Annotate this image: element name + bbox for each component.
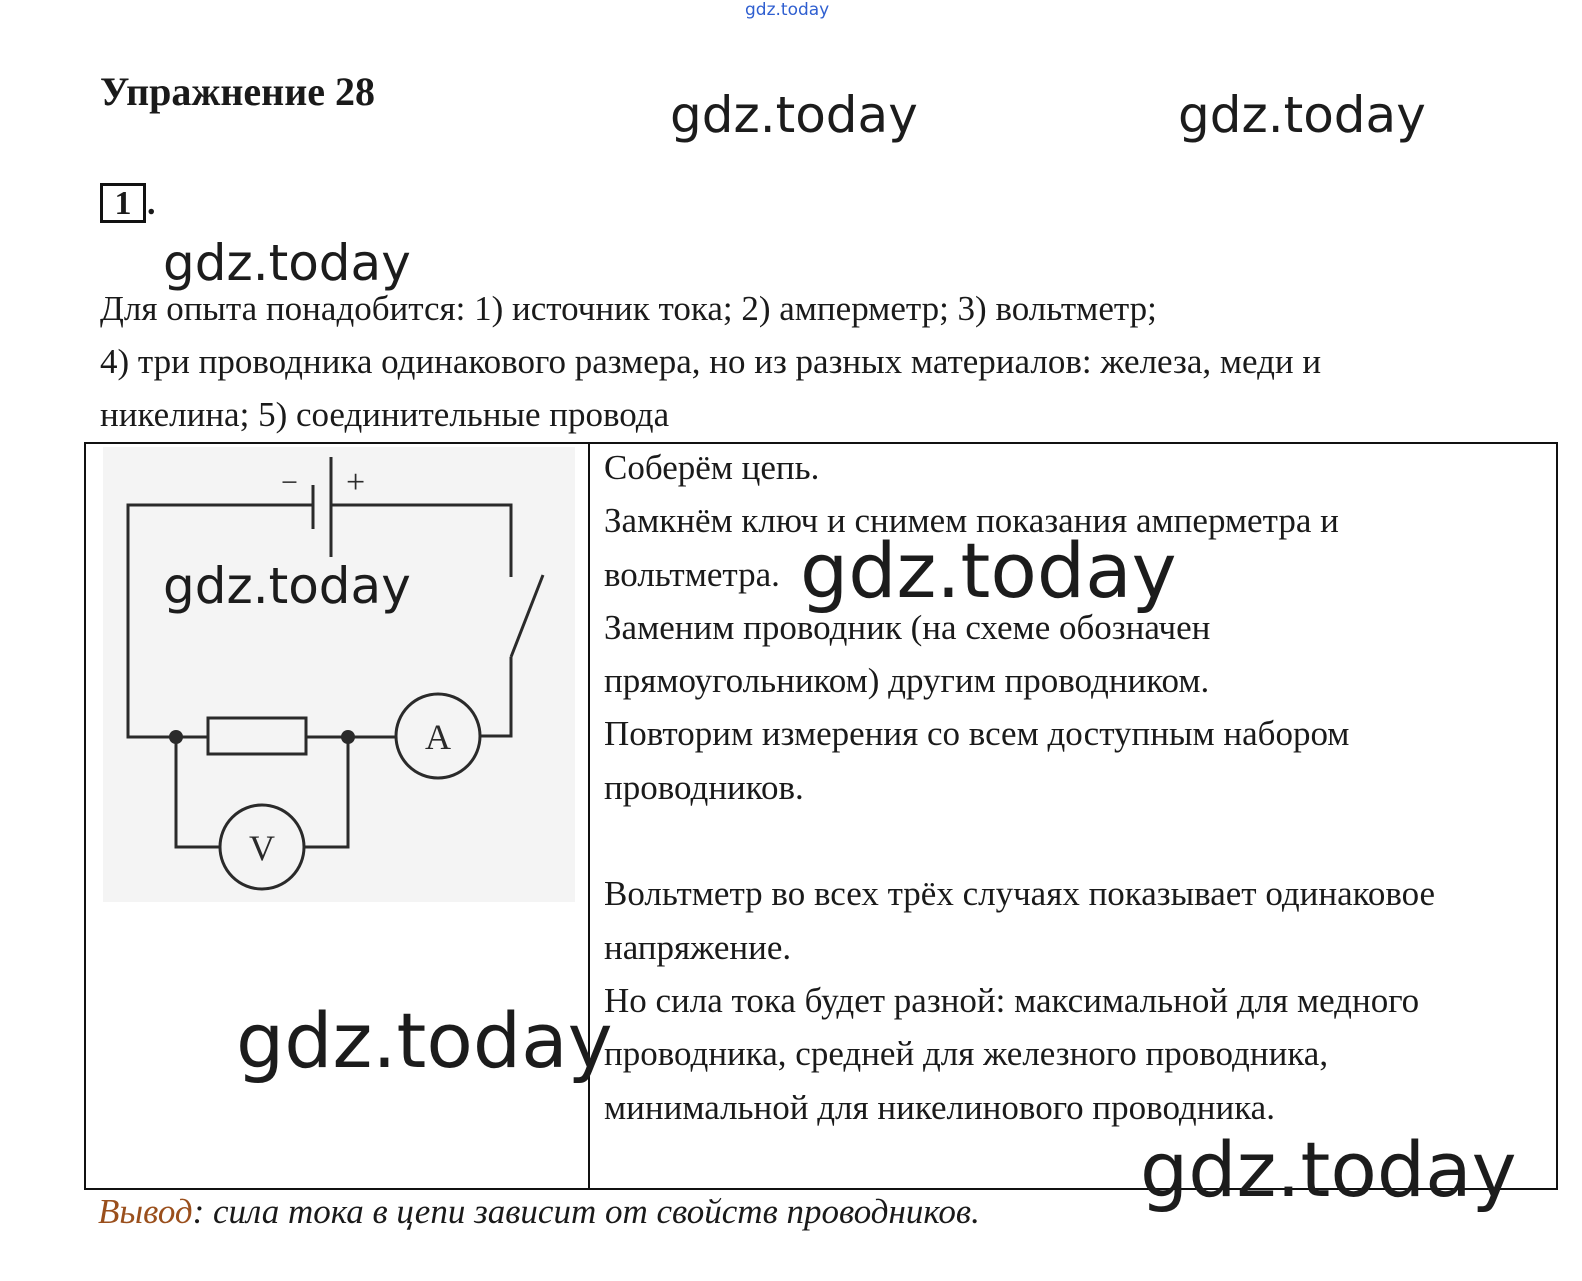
intro-paragraph — [100, 282, 1540, 441]
procedure-line: проводников. — [604, 767, 804, 807]
result-line: Но сила тока будет разной: максимальной для медного — [604, 980, 1420, 1020]
task-number-dot: . — [147, 185, 156, 222]
procedure-blank-line — [604, 814, 1549, 867]
exercise-title: Упражнение 28 — [100, 69, 376, 114]
result-line: проводника, средней для железного проводника, — [604, 1034, 1329, 1074]
battery-minus-label: − — [281, 466, 298, 499]
watermark: gdz.today — [800, 526, 1177, 615]
intro-line: Для опыта понадобится: 1) источник тока; 2) амперметр; 3) вольтметр; — [100, 289, 1157, 328]
watermark: gdz.today — [236, 996, 613, 1085]
procedure-line: Повторим измерения со всем доступным набором — [604, 714, 1350, 754]
wire-top-left — [128, 505, 313, 737]
result-line: минимальной для никелинового проводника. — [604, 1087, 1275, 1127]
conclusion-label: Вывод — [98, 1192, 193, 1231]
node-left — [169, 730, 183, 744]
watermark: gdz.today — [163, 557, 411, 615]
conclusion-text: : сила тока в цепи зависит от свойств проводников. — [192, 1192, 980, 1231]
procedure-line: Заменим проводник (на схеме обозначен — [604, 607, 1211, 647]
procedure-line: Соберём цепь. — [604, 448, 820, 487]
intro-line: 4) три проводника одинакового размера, но из разных материалов: железа, меди и — [100, 342, 1322, 381]
procedure-line: Замкнём ключ и снимем показания амперметра и — [604, 501, 1339, 541]
watermark: gdz.today — [163, 234, 411, 292]
conclusion — [98, 1192, 980, 1232]
procedure-line: вольтметра. — [604, 554, 780, 594]
intro-line: никелина; 5) соединительные провода — [100, 395, 670, 434]
battery-plus-label: + — [346, 464, 366, 501]
resistor — [208, 718, 306, 754]
result-line: напряжение. — [604, 927, 792, 967]
voltmeter-label: V — [249, 828, 275, 868]
watermark: gdz.today — [1178, 86, 1426, 144]
node-right — [341, 730, 355, 744]
procedure-line: прямоугольником) другим проводником. — [604, 661, 1210, 701]
switch-blade — [511, 575, 543, 657]
watermark: gdz.today — [670, 86, 918, 144]
watermark: gdz.today — [1140, 1125, 1517, 1214]
circuit-diagram — [103, 447, 575, 902]
task-number-box: 1 — [100, 183, 146, 223]
wire-voltmeter-right — [304, 737, 348, 847]
ammeter-label: A — [425, 717, 451, 757]
circuit-diagram-panel — [103, 447, 575, 902]
wire-right — [481, 657, 511, 736]
result-line: Вольтметр во всех трёх случаях показывает одинаковое — [604, 874, 1436, 914]
watermark-top: gdz.today — [745, 0, 830, 20]
